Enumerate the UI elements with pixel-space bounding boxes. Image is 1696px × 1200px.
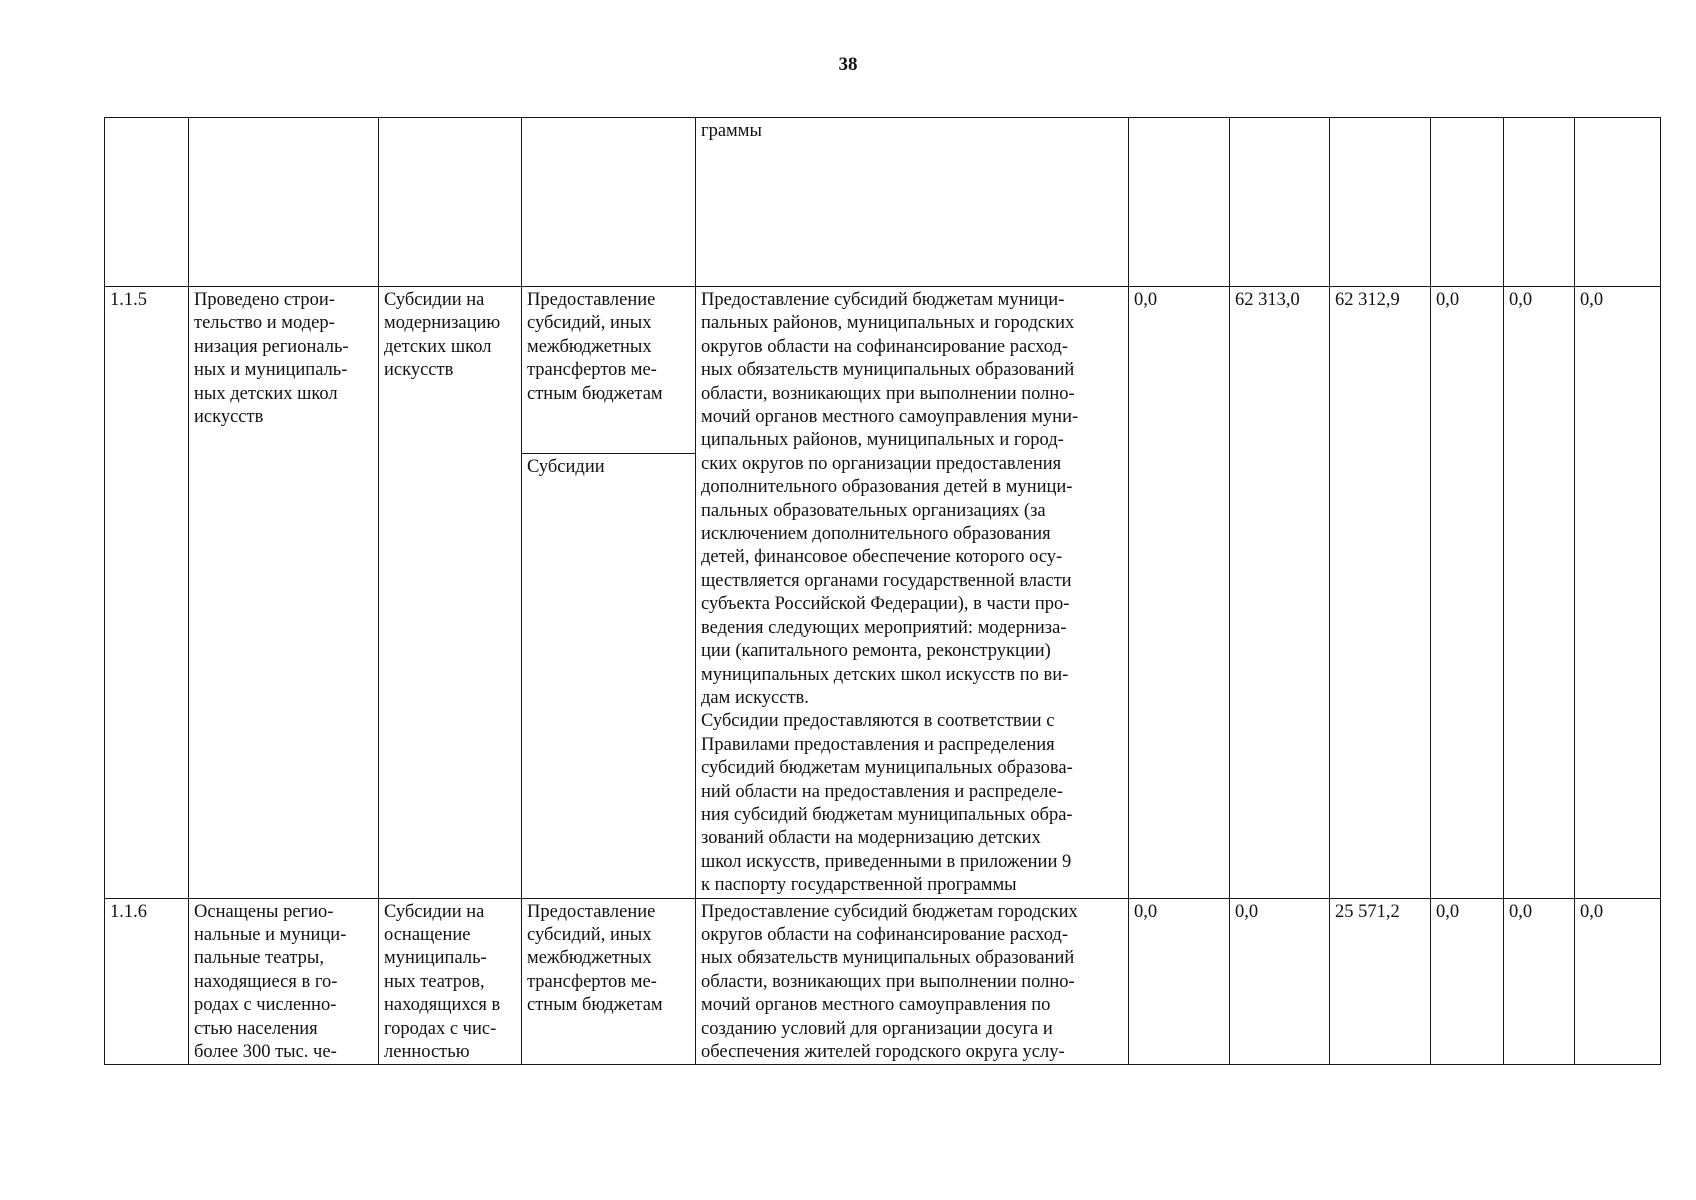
table-row-continuation: [105, 118, 1661, 287]
cell-code: 1.1.6: [105, 898, 189, 1065]
cell-result: Проведено строи- тельство и модер- низация региональ- ных и муниципаль- ных детских школ искусств: [189, 287, 379, 899]
cell-measure: [379, 118, 522, 287]
cell-value: 0,0: [1575, 898, 1661, 1065]
program-table: [104, 117, 1661, 1065]
cell-measure: Субсидии на модернизацию детских школ искусств: [379, 287, 522, 899]
page-number: 38: [838, 54, 858, 75]
cell-code: 1.1.5: [105, 287, 189, 899]
cell-value: 0,0: [1129, 898, 1230, 1065]
cell-value: 0,0: [1230, 898, 1330, 1065]
cell-value: [1431, 118, 1504, 287]
cell-instrument: [522, 287, 696, 899]
table-row-1-1-6: [105, 898, 1661, 1065]
cell-value: [1575, 118, 1661, 287]
cell-description: Предоставление субсидий бюджетам муници- пальных районов, муниципальных и городских округов области на софинансирование расход- ных обязательств муниципальных образований области, возникающих при выполнении полно- мочий органов местного самоуправления муни- ципальных районов, муниципальных и город- ских округов по организации предоставления дополнительного образования детей в муници- пальных образовательных организациях (за исключением дополнительного образования детей, финансовое обеспечение которого осу- ществляется органами государственной власти субъекта Российской Федерации), в части про- ведения следующих мероприятий: модерниза- ции (капитального ремонта, реконструкции) муниципальных детских школ искусств по ви- дам искусств. Субсидии предоставляются в соответствии с Правилами предоставления и распределения субсидий бюджетам муниципальных образова- ний области на предоставления и распределе- ния субсидий бюджетам муниципальных обра- зований области на модернизацию детских школ искусств, приведенными в приложении 9 к паспорту государственной программы: [696, 287, 1129, 899]
cell-value: [1330, 118, 1431, 287]
cell-value: 0,0: [1504, 898, 1575, 1065]
cell-value: [1129, 118, 1230, 287]
cell-instrument: [522, 118, 696, 287]
cell-value: 62 313,0: [1230, 287, 1330, 899]
cell-result: [189, 118, 379, 287]
cell-value: 0,0: [1431, 287, 1504, 899]
cell-instrument: Предоставление субсидий, иных межбюджетных трансфертов ме- стным бюджетам: [522, 898, 696, 1065]
cell-value: 0,0: [1431, 898, 1504, 1065]
cell-value: [1230, 118, 1330, 287]
cell-code: [105, 118, 189, 287]
cell-result: Оснащены регио- нальные и муници- пальные театры, находящиеся в го- родах с численно- стью населения более 300 тыс. че-: [189, 898, 379, 1065]
cell-value: [1504, 118, 1575, 287]
cell-value: 25 571,2: [1330, 898, 1431, 1065]
cell-value: 0,0: [1575, 287, 1661, 899]
table-row-1-1-5: [105, 287, 1661, 899]
cell-description: граммы: [696, 118, 1129, 287]
instrument-type: Субсидии: [527, 457, 605, 477]
cell-value: 0,0: [1129, 287, 1230, 899]
instrument-text: Предоставление субсидий, иных межбюджетных трансфертов ме- стным бюджетам: [527, 290, 663, 404]
cell-value: 62 312,9: [1330, 287, 1431, 899]
cell-measure: Субсидии на оснащение муниципаль- ных театров, находящихся в городах с чис- ленностью: [379, 898, 522, 1065]
cell-value: 0,0: [1504, 287, 1575, 899]
cell-description: Предоставление субсидий бюджетам городских округов области на софинансирование расход- ных обязательств муниципальных образований области, возникающих при выполнении полно- мочий органов местного самоуправления по созданию условий для организации досуга и обеспечения жителей городского округа услу-: [696, 898, 1129, 1065]
